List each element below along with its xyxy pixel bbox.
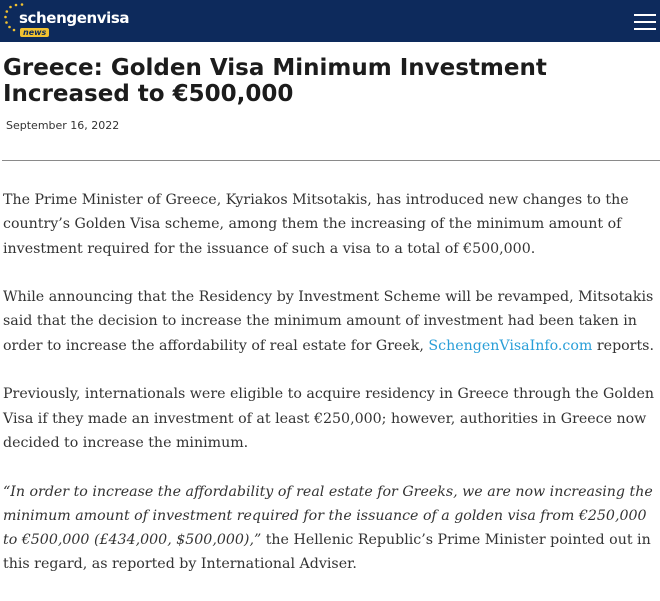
article-paragraph: The Prime Minister of Greece, Kyriakos Mitsotakis, has introduced new changes to the country’s Golden Visa scheme, among them the increasing of the minimum amount of investment required for the issuance of such a visa to a total of €500,000. [3, 192, 629, 257]
article-title: Greece: Golden Visa Minimum Investment Increased to €500,000 [3, 55, 547, 107]
paragraph-text: the Hellenic Republic’s Prime Minister pointed out in this regard, as reported by International Adviser. [3, 532, 651, 573]
hamburger-menu-icon[interactable] [634, 13, 656, 31]
paragraph-text: reports. [592, 337, 654, 354]
article-body [3, 188, 658, 601]
source-link[interactable]: SchengenVisaInfo.com [428, 337, 593, 354]
menu-bar-line [634, 14, 656, 16]
logo-news-badge: news [20, 28, 49, 37]
article-paragraph [3, 480, 658, 577]
article-date: September 16, 2022 [6, 119, 120, 132]
site-logo[interactable] [2, 1, 130, 39]
menu-bar-line [634, 28, 656, 30]
article-paragraph [3, 285, 658, 358]
paragraph-text: While announcing that the Residency by Investment Scheme will be revamped, Mitsotakis said that the decision to increase the minimum amount of investment had been taken in order to increase the affordability of real estate for Greek, [3, 289, 654, 354]
menu-bar-line [634, 21, 656, 23]
top-navigation-bar [0, 0, 660, 42]
article-paragraph: Previously, internationals were eligible to acquire residency in Greece through the Golden Visa if they made an investment of at least €250,000; however, authorities in Greece now decided to increase the minimum. [3, 386, 655, 451]
title-divider [2, 160, 660, 161]
quote-text: “In order to increase the affordability of real estate for Greeks, we are now increasing the minimum amount of investment required for the issuance of a golden visa from €250,000 to €500,000 (£434,000, $500,000),” [3, 483, 653, 549]
logo-wordmark: schengenvisa [19, 9, 130, 27]
